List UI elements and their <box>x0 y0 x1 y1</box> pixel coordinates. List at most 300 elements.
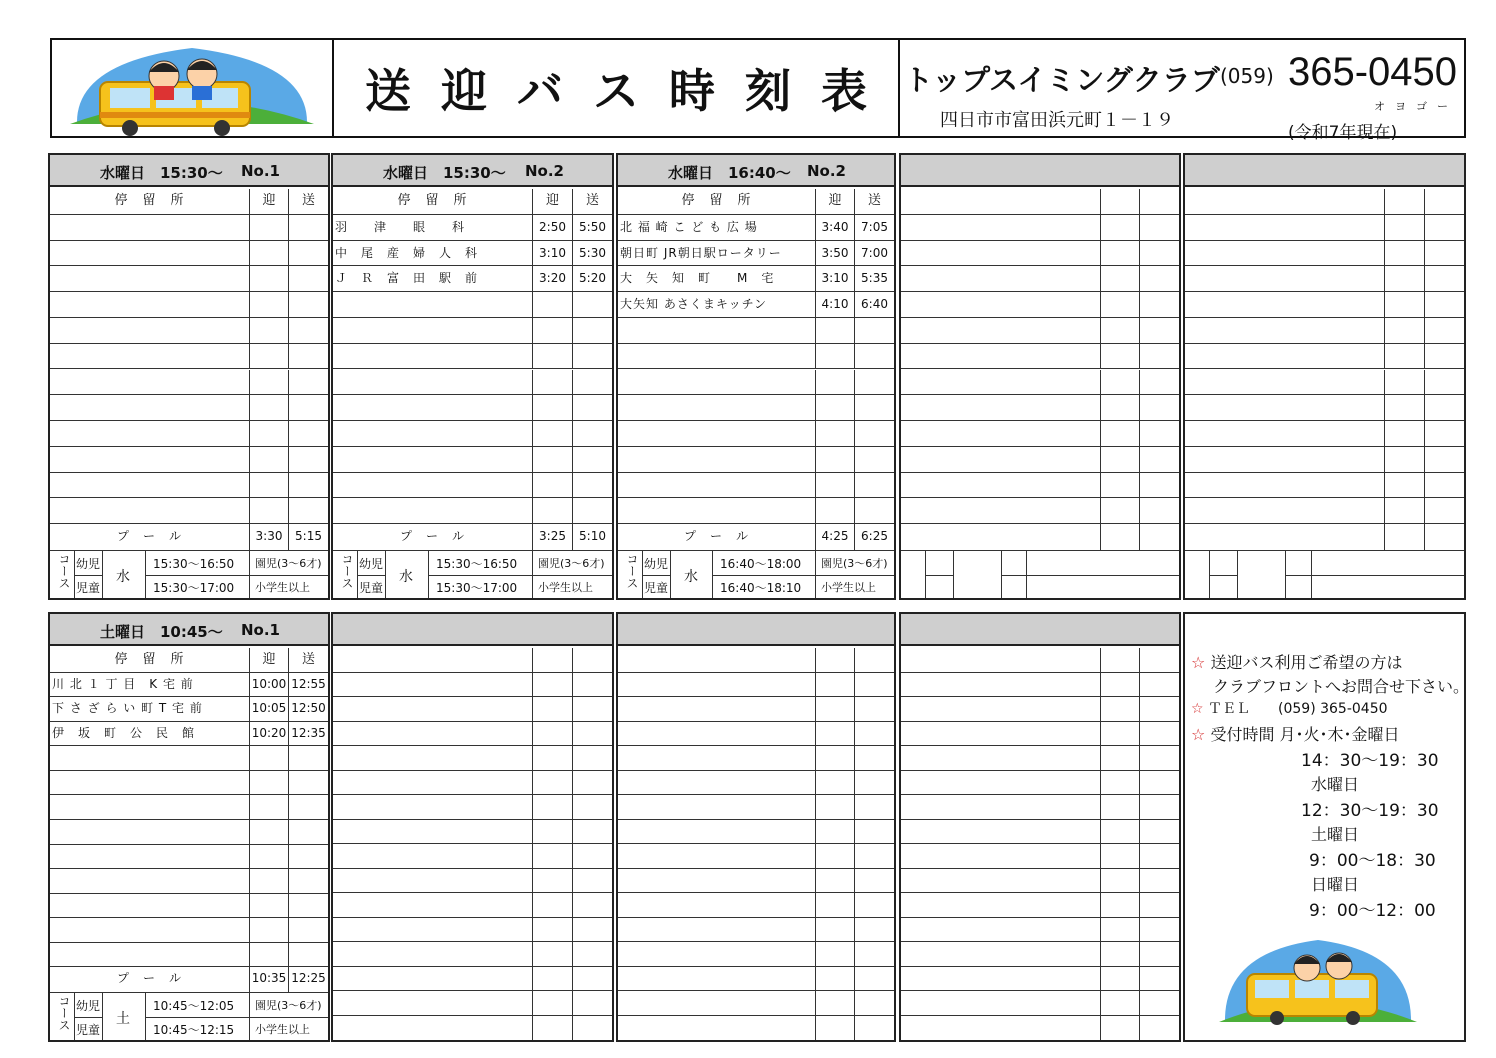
drop-time-cell <box>1424 215 1464 241</box>
pick-time-cell <box>1100 967 1139 992</box>
pick-time-cell: 3:10 <box>815 266 854 292</box>
stop-name-cell <box>1187 266 1382 292</box>
drop-time-cell <box>1139 918 1179 943</box>
pick-time-cell <box>532 697 572 722</box>
drop-time-cell <box>1139 447 1179 473</box>
timetable-panel <box>1183 153 1466 600</box>
course-label: コース <box>625 553 639 589</box>
pick-time-cell <box>249 746 288 771</box>
pick-time-cell: 迎 <box>815 189 854 215</box>
drop-time-cell <box>1139 795 1179 820</box>
drop-time-cell <box>854 673 894 698</box>
pick-time-cell <box>815 318 854 344</box>
info-line-hours: ☆ 受付時間 月･火･木･金曜日 <box>1191 725 1400 744</box>
drop-time-cell <box>572 967 612 992</box>
drop-time-cell <box>572 771 612 796</box>
stop-name-cell: プ ー ル <box>683 529 749 544</box>
pick-time-cell <box>815 473 854 499</box>
table-row <box>50 318 328 344</box>
pick-time-cell <box>815 869 854 894</box>
stop-name-cell <box>620 447 813 473</box>
stop-name-cell <box>52 473 247 499</box>
pick-time-cell <box>1100 918 1139 943</box>
stop-name-cell: 停 留 所 <box>397 193 468 208</box>
course-h-line <box>1285 575 1464 576</box>
stop-name-cell <box>52 918 247 943</box>
pick-time-cell <box>1100 524 1139 550</box>
stop-name-cell: 中 尾 産 婦 人 科 <box>335 245 479 260</box>
pick-time-cell <box>1100 473 1139 499</box>
table-row <box>618 318 894 344</box>
drop-time-cell <box>288 918 328 943</box>
timetable-panel <box>616 153 896 600</box>
table-row <box>333 722 612 747</box>
stop-name-cell <box>620 673 813 698</box>
pick-time-cell <box>532 795 572 820</box>
stop-name-cell <box>903 241 1098 267</box>
title-box <box>334 40 900 136</box>
stop-name-cell <box>903 447 1098 473</box>
drop-time-cell <box>1139 991 1179 1016</box>
drop-time-cell: 7:05 <box>854 215 894 241</box>
drop-time-cell <box>288 266 328 292</box>
pick-time-cell <box>1100 673 1139 698</box>
table-row <box>333 918 612 943</box>
drop-time-cell <box>572 344 612 370</box>
stop-name-cell <box>903 524 1098 550</box>
drop-time-cell <box>1139 722 1179 747</box>
pick-time-cell <box>249 215 288 241</box>
pick-time-cell <box>1100 844 1139 869</box>
table-row <box>618 215 894 241</box>
pick-time-cell <box>532 648 572 673</box>
pick-time-cell <box>815 820 854 845</box>
stop-name-cell <box>335 844 530 869</box>
drop-time-cell <box>1139 893 1179 918</box>
drop-time-cell <box>288 771 328 796</box>
column-header-row <box>901 648 1179 673</box>
stop-name-cell: 大矢知 あさくまキッチン <box>620 297 767 312</box>
drop-time-cell <box>854 318 894 344</box>
pick-time-cell <box>1100 421 1139 447</box>
column-header-row <box>901 189 1179 215</box>
drop-time-cell: 送 <box>288 648 328 673</box>
table-row <box>901 722 1179 747</box>
pick-time-cell <box>249 894 288 919</box>
pick-time-cell: 3:10 <box>532 241 572 267</box>
pick-time-cell <box>249 771 288 796</box>
course-divider <box>102 551 103 598</box>
pick-time-cell <box>815 370 854 396</box>
drop-time-cell <box>572 746 612 771</box>
pick-time-cell <box>249 395 288 421</box>
pick-time-cell <box>1384 370 1424 396</box>
table-row <box>333 292 612 318</box>
stop-name-cell: 羽 津 眼 科 <box>335 219 466 234</box>
course-time: 15:30～17:00 <box>153 581 235 595</box>
drop-time-cell: 送 <box>288 189 328 215</box>
stop-name-cell <box>620 370 813 396</box>
stop-name-cell <box>52 447 247 473</box>
pick-time-cell <box>532 473 572 499</box>
pick-time-cell: 3:40 <box>815 215 854 241</box>
star-icon: ☆ <box>1191 725 1206 744</box>
drop-time-cell: 6:40 <box>854 292 894 318</box>
stop-name-cell <box>52 795 247 820</box>
course-divider <box>670 551 671 598</box>
stop-name-cell <box>335 942 530 967</box>
drop-time-cell: 5:20 <box>572 266 612 292</box>
course-h-line <box>145 1017 328 1018</box>
stop-name-cell: 伊 坂 町 公 民 館 <box>52 725 196 740</box>
stop-name-cell <box>52 943 247 968</box>
course-time: 15:30～17:00 <box>436 581 518 595</box>
course-label: コース <box>57 995 71 1031</box>
drop-time-cell <box>572 648 612 673</box>
stop-name-cell <box>52 344 247 370</box>
pick-time-cell <box>532 722 572 747</box>
drop-time-cell <box>1139 771 1179 796</box>
table-row <box>1185 266 1464 292</box>
stop-name-cell <box>335 421 530 447</box>
course-time: 15:30～16:50 <box>436 557 518 571</box>
drop-time-cell <box>854 893 894 918</box>
table-row <box>901 820 1179 845</box>
pick-time-cell <box>1100 697 1139 722</box>
drop-time-cell <box>288 473 328 499</box>
pick-time-cell <box>1100 771 1139 796</box>
stop-name-cell <box>52 869 247 894</box>
stop-name-cell <box>335 967 530 992</box>
table-row <box>901 447 1179 473</box>
drop-time-cell <box>1139 498 1179 524</box>
stop-name-cell: Ｊ Ｒ 富 田 駅 前 <box>335 271 479 286</box>
course-time: 16:40～18:10 <box>720 581 802 595</box>
page-title: 送迎バス時刻表 <box>365 64 897 118</box>
pick-time-cell <box>815 771 854 796</box>
pick-time-cell <box>815 498 854 524</box>
table-row <box>901 967 1179 992</box>
stop-name-cell <box>620 820 813 845</box>
table-row <box>50 292 328 318</box>
bus-illustration-icon <box>52 40 334 136</box>
drop-time-cell <box>1424 344 1464 370</box>
header <box>50 38 1466 143</box>
child-label: 児童 <box>359 581 384 595</box>
pick-time-cell <box>532 421 572 447</box>
table-row <box>333 266 612 292</box>
stop-name-cell <box>1187 344 1382 370</box>
pick-time-cell <box>1100 942 1139 967</box>
pool-row <box>901 524 1179 550</box>
table-row <box>333 991 612 1016</box>
pick-time-cell: 3:30 <box>249 524 288 550</box>
pick-time-cell <box>532 746 572 771</box>
table-row <box>901 918 1179 943</box>
stop-name-cell <box>335 648 530 673</box>
pick-time-cell <box>249 241 288 267</box>
pick-time-cell <box>532 893 572 918</box>
timetable-panel <box>48 153 330 600</box>
pick-time-cell <box>1100 893 1139 918</box>
drop-time-cell <box>854 967 894 992</box>
table-row <box>50 447 328 473</box>
panel-bus-number: No.1 <box>241 162 280 180</box>
drop-time-cell <box>1139 820 1179 845</box>
table-row <box>333 746 612 771</box>
panel-header <box>50 155 328 187</box>
drop-time-cell <box>1139 967 1179 992</box>
table-row <box>333 697 612 722</box>
stop-name-cell <box>335 795 530 820</box>
pick-time-cell <box>249 266 288 292</box>
pick-time-cell: 3:25 <box>532 524 572 550</box>
drop-time-cell <box>854 395 894 421</box>
stop-name-cell <box>620 967 813 992</box>
pick-time-cell <box>249 498 288 524</box>
drop-time-cell <box>288 943 328 968</box>
stop-name-cell: 大 矢 知 町 M 宅 <box>620 271 775 286</box>
drop-time-cell <box>1139 421 1179 447</box>
drop-time-cell <box>288 795 328 820</box>
pick-time-cell <box>1100 991 1139 1016</box>
table-row <box>50 215 328 241</box>
stop-name-cell: 停 留 所 <box>114 652 185 667</box>
info-hours-wednesday: 12：30～19：30 <box>1301 801 1439 821</box>
panel-header <box>901 614 1179 646</box>
pick-time-cell: 迎 <box>249 189 288 215</box>
stop-name-cell <box>903 189 1098 215</box>
table-row <box>618 746 894 771</box>
stop-name-cell <box>903 344 1098 370</box>
stop-name-cell: プ ー ル <box>116 529 182 544</box>
pick-time-cell <box>1100 215 1139 241</box>
table-row <box>50 722 328 747</box>
stop-name-cell <box>335 697 530 722</box>
table-row <box>901 266 1179 292</box>
drop-time-cell: 12:35 <box>288 722 328 747</box>
stop-name-cell <box>335 893 530 918</box>
stop-name-cell <box>52 266 247 292</box>
pick-time-cell <box>1100 395 1139 421</box>
drop-time-cell <box>854 918 894 943</box>
drop-time-cell <box>1139 942 1179 967</box>
table-row <box>901 498 1179 524</box>
drop-time-cell <box>288 869 328 894</box>
pick-time-cell <box>1100 266 1139 292</box>
table-row <box>618 344 894 370</box>
stop-name-cell <box>903 869 1098 894</box>
stop-name-cell <box>1187 473 1382 499</box>
pick-time-cell <box>1384 421 1424 447</box>
course-divider <box>385 551 386 598</box>
table-row <box>618 473 894 499</box>
course-divider <box>1237 551 1238 598</box>
drop-time-cell <box>854 869 894 894</box>
drop-time-cell <box>1139 189 1179 215</box>
drop-time-cell <box>854 344 894 370</box>
stop-name-cell <box>903 771 1098 796</box>
panel-header <box>333 614 612 646</box>
info-box <box>1183 612 1470 1042</box>
stop-name-cell: 朝日町 JR朝日駅ロータリー <box>620 245 782 260</box>
pick-time-cell <box>1100 820 1139 845</box>
table-row <box>333 241 612 267</box>
stop-name-cell <box>620 395 813 421</box>
drop-time-cell <box>854 795 894 820</box>
stop-name-cell <box>52 215 247 241</box>
course-h-line <box>1001 575 1179 576</box>
drop-time-cell: 12:25 <box>288 967 328 992</box>
stop-name-cell <box>1187 498 1382 524</box>
drop-time-cell <box>1424 189 1464 215</box>
stop-name-cell <box>620 918 813 943</box>
pick-time-cell: 10:00 <box>249 673 288 698</box>
phone-number: 365-0450 <box>1288 50 1458 94</box>
drop-time-cell <box>288 318 328 344</box>
drop-time-cell: 送 <box>854 189 894 215</box>
drop-time-cell: 6:25 <box>854 524 894 550</box>
stop-name-cell <box>335 498 530 524</box>
drop-time-cell <box>572 473 612 499</box>
course-h-line <box>1209 575 1237 576</box>
table-row <box>901 771 1179 796</box>
drop-time-cell <box>572 795 612 820</box>
table-row <box>618 795 894 820</box>
table-row <box>618 771 894 796</box>
course-day: 水 <box>399 569 413 585</box>
stop-name-cell <box>620 893 813 918</box>
drop-time-cell <box>288 395 328 421</box>
drop-time-cell <box>288 344 328 370</box>
timetable-panel <box>331 153 614 600</box>
drop-time-cell <box>572 395 612 421</box>
pick-time-cell <box>1100 722 1139 747</box>
stop-name-cell <box>335 370 530 396</box>
info-line-2: クラブフロントへお問合せ下さい。 <box>1213 677 1470 696</box>
stop-name-cell <box>903 473 1098 499</box>
stop-name-cell <box>903 918 1098 943</box>
infant-label: 幼児 <box>76 999 101 1013</box>
table-row <box>333 967 612 992</box>
infant-label: 幼児 <box>359 557 384 571</box>
table-row <box>50 673 328 698</box>
pick-time-cell <box>815 746 854 771</box>
pick-time-cell <box>249 943 288 968</box>
course-time: 15:30～16:50 <box>153 557 235 571</box>
stop-name-cell <box>903 844 1098 869</box>
stop-name-cell <box>620 771 813 796</box>
table-row <box>50 746 328 771</box>
table-row <box>618 820 894 845</box>
pick-time-cell <box>532 1016 572 1041</box>
stop-name-cell <box>52 318 247 344</box>
table-row <box>1185 370 1464 396</box>
table-row <box>50 344 328 370</box>
table-row <box>901 942 1179 967</box>
drop-time-cell <box>572 1016 612 1041</box>
drop-time-cell <box>288 421 328 447</box>
child-label: 児童 <box>644 581 669 595</box>
panel-header <box>618 155 894 187</box>
panel-bus-number: No.1 <box>241 621 280 639</box>
timetable-panel <box>616 612 896 1042</box>
info-line-1: ☆ 送迎バス利用ご希望の方は <box>1191 653 1403 672</box>
pick-time-cell: 3:50 <box>815 241 854 267</box>
stop-name-cell <box>1187 421 1382 447</box>
stop-name-cell <box>903 1016 1098 1041</box>
pick-time-cell: 4:10 <box>815 292 854 318</box>
table-row <box>50 869 328 894</box>
pick-time-cell <box>815 447 854 473</box>
club-address: 四日市市富田浜元町１－１９ <box>940 110 1174 131</box>
table-row <box>618 697 894 722</box>
stop-name-cell <box>620 648 813 673</box>
panel-header <box>50 614 328 646</box>
drop-time-cell <box>1424 421 1464 447</box>
info-wednesday: 水曜日 <box>1311 775 1360 794</box>
table-row <box>901 215 1179 241</box>
drop-time-cell <box>854 746 894 771</box>
pick-time-cell <box>1384 447 1424 473</box>
table-row <box>901 318 1179 344</box>
course-time: 10:45～12:05 <box>153 999 235 1013</box>
bus-logo <box>52 40 334 136</box>
table-row <box>333 318 612 344</box>
table-row <box>618 967 894 992</box>
pick-time-cell <box>532 292 572 318</box>
stop-name-cell <box>335 820 530 845</box>
stop-name-cell <box>1187 241 1382 267</box>
stop-name-cell <box>903 722 1098 747</box>
column-header-row <box>618 648 894 673</box>
course-grade: 園児(3～6才) <box>255 999 322 1012</box>
table-row <box>50 845 328 870</box>
table-row <box>333 869 612 894</box>
table-row <box>1185 241 1464 267</box>
drop-time-cell <box>1139 473 1179 499</box>
panel-day: 水曜日 15:30～ <box>100 164 223 182</box>
table-row <box>333 771 612 796</box>
timetable-panel <box>331 612 614 1042</box>
stop-name-cell <box>335 869 530 894</box>
drop-time-cell <box>1424 266 1464 292</box>
stop-name-cell: 停 留 所 <box>114 193 185 208</box>
pick-time-cell <box>815 844 854 869</box>
bus-illustration-icon <box>1213 930 1423 1030</box>
drop-time-cell: 5:30 <box>572 241 612 267</box>
course-h-line <box>428 575 612 576</box>
stop-name-cell <box>620 1016 813 1041</box>
drop-time-cell <box>1424 447 1464 473</box>
pick-time-cell <box>532 673 572 698</box>
drop-time-cell <box>1424 473 1464 499</box>
star-icon: ☆ <box>1191 701 1204 717</box>
pick-time-cell <box>532 447 572 473</box>
pick-time-cell <box>815 344 854 370</box>
pick-time-cell <box>249 421 288 447</box>
stop-name-cell <box>903 673 1098 698</box>
stop-name-cell <box>903 421 1098 447</box>
drop-time-cell <box>1424 395 1464 421</box>
pick-time-cell <box>532 498 572 524</box>
table-row <box>901 869 1179 894</box>
table-row <box>50 918 328 943</box>
panel-header <box>618 614 894 646</box>
stop-name-cell <box>335 395 530 421</box>
stop-name-cell: プ ー ル <box>116 971 182 986</box>
pick-time-cell: 2:50 <box>532 215 572 241</box>
